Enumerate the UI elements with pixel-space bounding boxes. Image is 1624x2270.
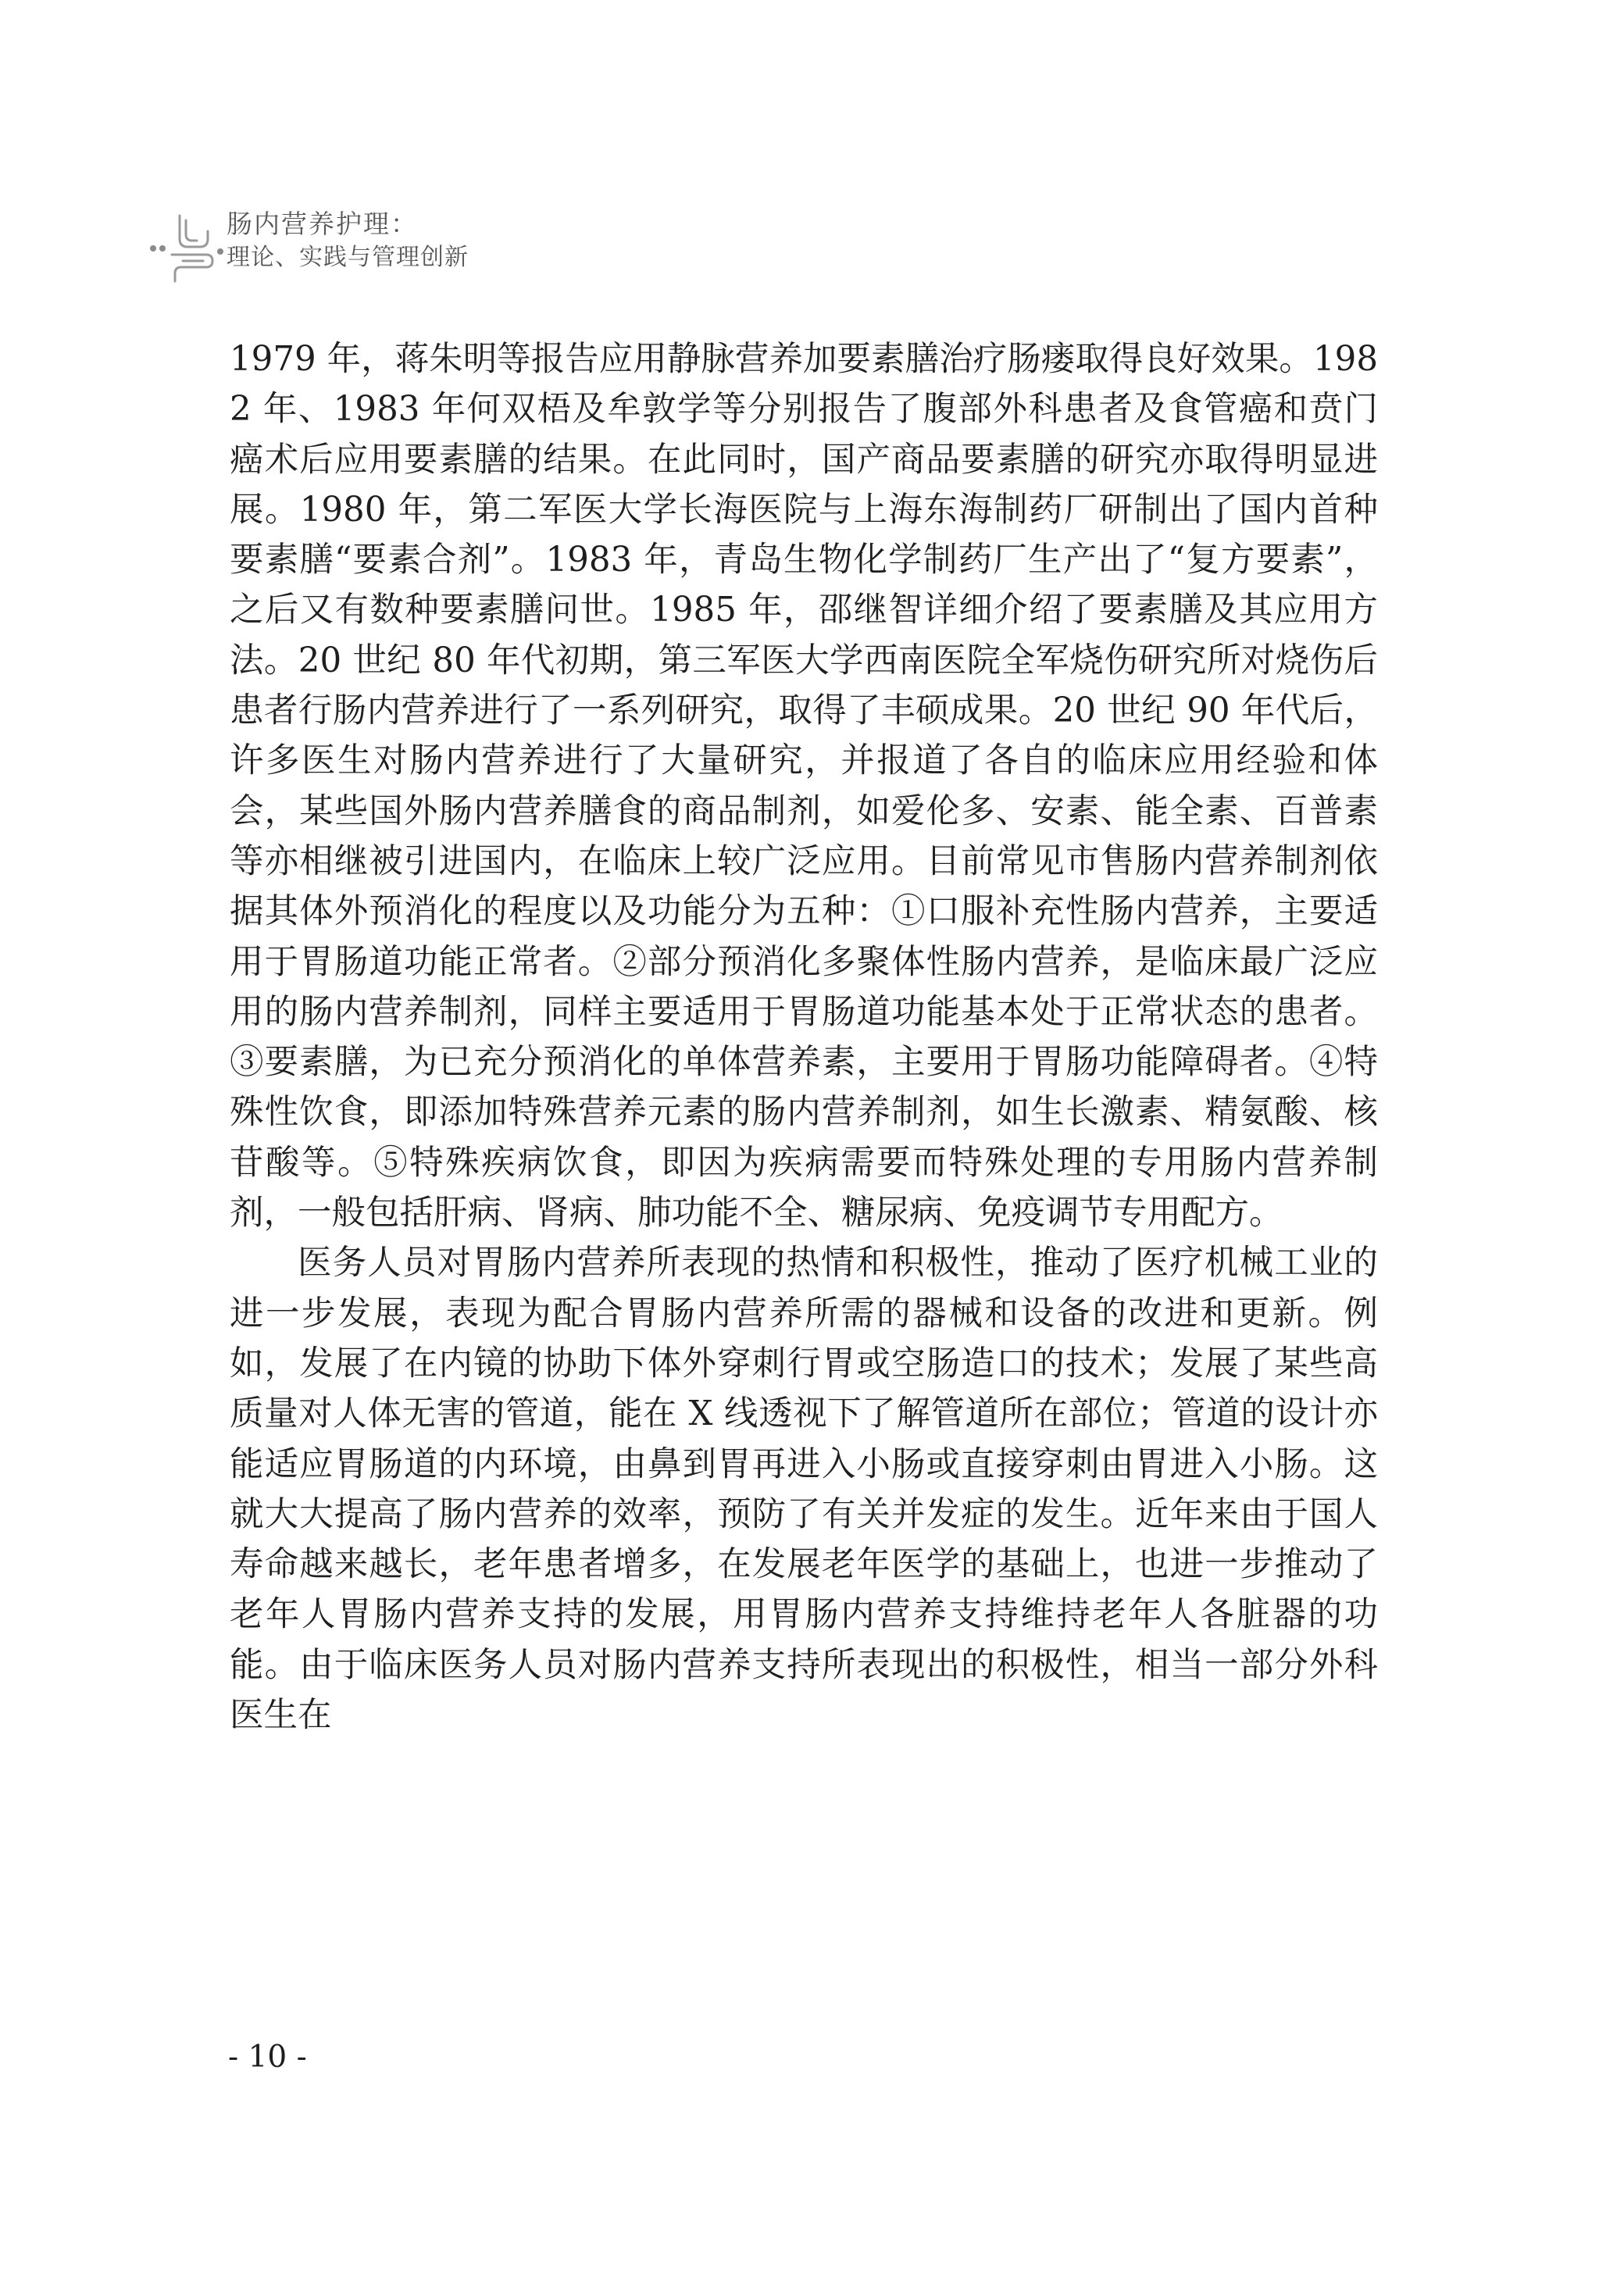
body-text xyxy=(230,334,1378,1740)
page-number: - 10 - xyxy=(228,2040,307,2075)
book-title: 肠内营养护理： xyxy=(227,209,418,239)
intestine-logo-icon xyxy=(148,208,225,284)
paragraph-2: 医务人员对胃肠内营养所表现的热情和积极性，推动了医疗机械工业的进一步发展，表现为配合胃肠内营养所需的器械和设备的改进和更新。例如，发展了在内镜的协助下体外穿刺行胃或空肠造口的技术；发展了某些高质量对人体无害的管道，能在 X 线透视下了解管道所在部位；管道的设计亦能适应胃肠道的内环境，由鼻到胃再进入小肠或直接穿刺由胃进入小肠。这就大大提高了肠内营养的效率，预防了有关并发症的发生。近年来由于国人寿命越来越长，老年患者增多，在发展老年医学的基础上，也进一步推动了老年人胃肠内营养支持的发展，用胃肠内营养支持维持老年人各脏器的功能。由于临床医务人员对肠内营养支持所表现出的积极性，相当一部分外科医生在 xyxy=(230,1244,1378,1736)
paragraph-1: 1979 年，蒋朱明等报告应用静脉营养加要素膳治疗肠瘘取得良好效果。1982 年、1983 年何双梧及牟敦学等分别报告了腹部外科患者及食管癌和贲门癌术后应用要素膳的结果。在此同时，国产商品要素膳的研究亦取得明显进展。1980 年，第二军医大学长海医院与上海东海制药厂研制出了国内首种要素膳“要素合剂”。1983 年，青岛生物化学制药厂生产出了“复方要素”，之后又有数种要素膳问世。1985 年，邵继智详细介绍了要素膳及其应用方法。20 世纪 80 年代初期，第三军医大学西南医院全军烧伤研究所对烧伤后患者行肠内营养进行了一系列研究，取得了丰硕成果。20 世纪 90 年代后，许多医生对肠内营养进行了大量研究，并报道了各自的临床应用经验和体会，某些国外肠内营养膳食的商品制剂，如爱伦多、安素、能全素、百普素等亦相继被引进国内，在临床上较广泛应用。目前常见市售肠内营养制剂依据其体外预消化的程度以及功能分为五种：①口服补充性肠内营养，主要适用于胃肠道功能正常者。②部分预消化多聚体性肠内营养，是临床最广泛应用的肠内营养制剂，同样主要适用于胃肠道功能基本处于正常状态的患者。③要素膳，为已充分预消化的单体营养素，主要用于胃肠功能障碍者。④特殊性饮食，即添加特殊营养元素的肠内营养制剂，如生长激素、精氨酸、核苷酸等。⑤特殊疾病饮食，即因为疾病需要而特殊处理的专用肠内营养制剂，一般包括肝病、肾病、肺功能不全、糖尿病、免疫调节专用配方。 xyxy=(230,340,1378,1233)
header-text-block xyxy=(227,208,469,275)
running-header xyxy=(148,205,555,291)
book-subtitle: 理论、实践与管理创新 xyxy=(227,244,469,271)
